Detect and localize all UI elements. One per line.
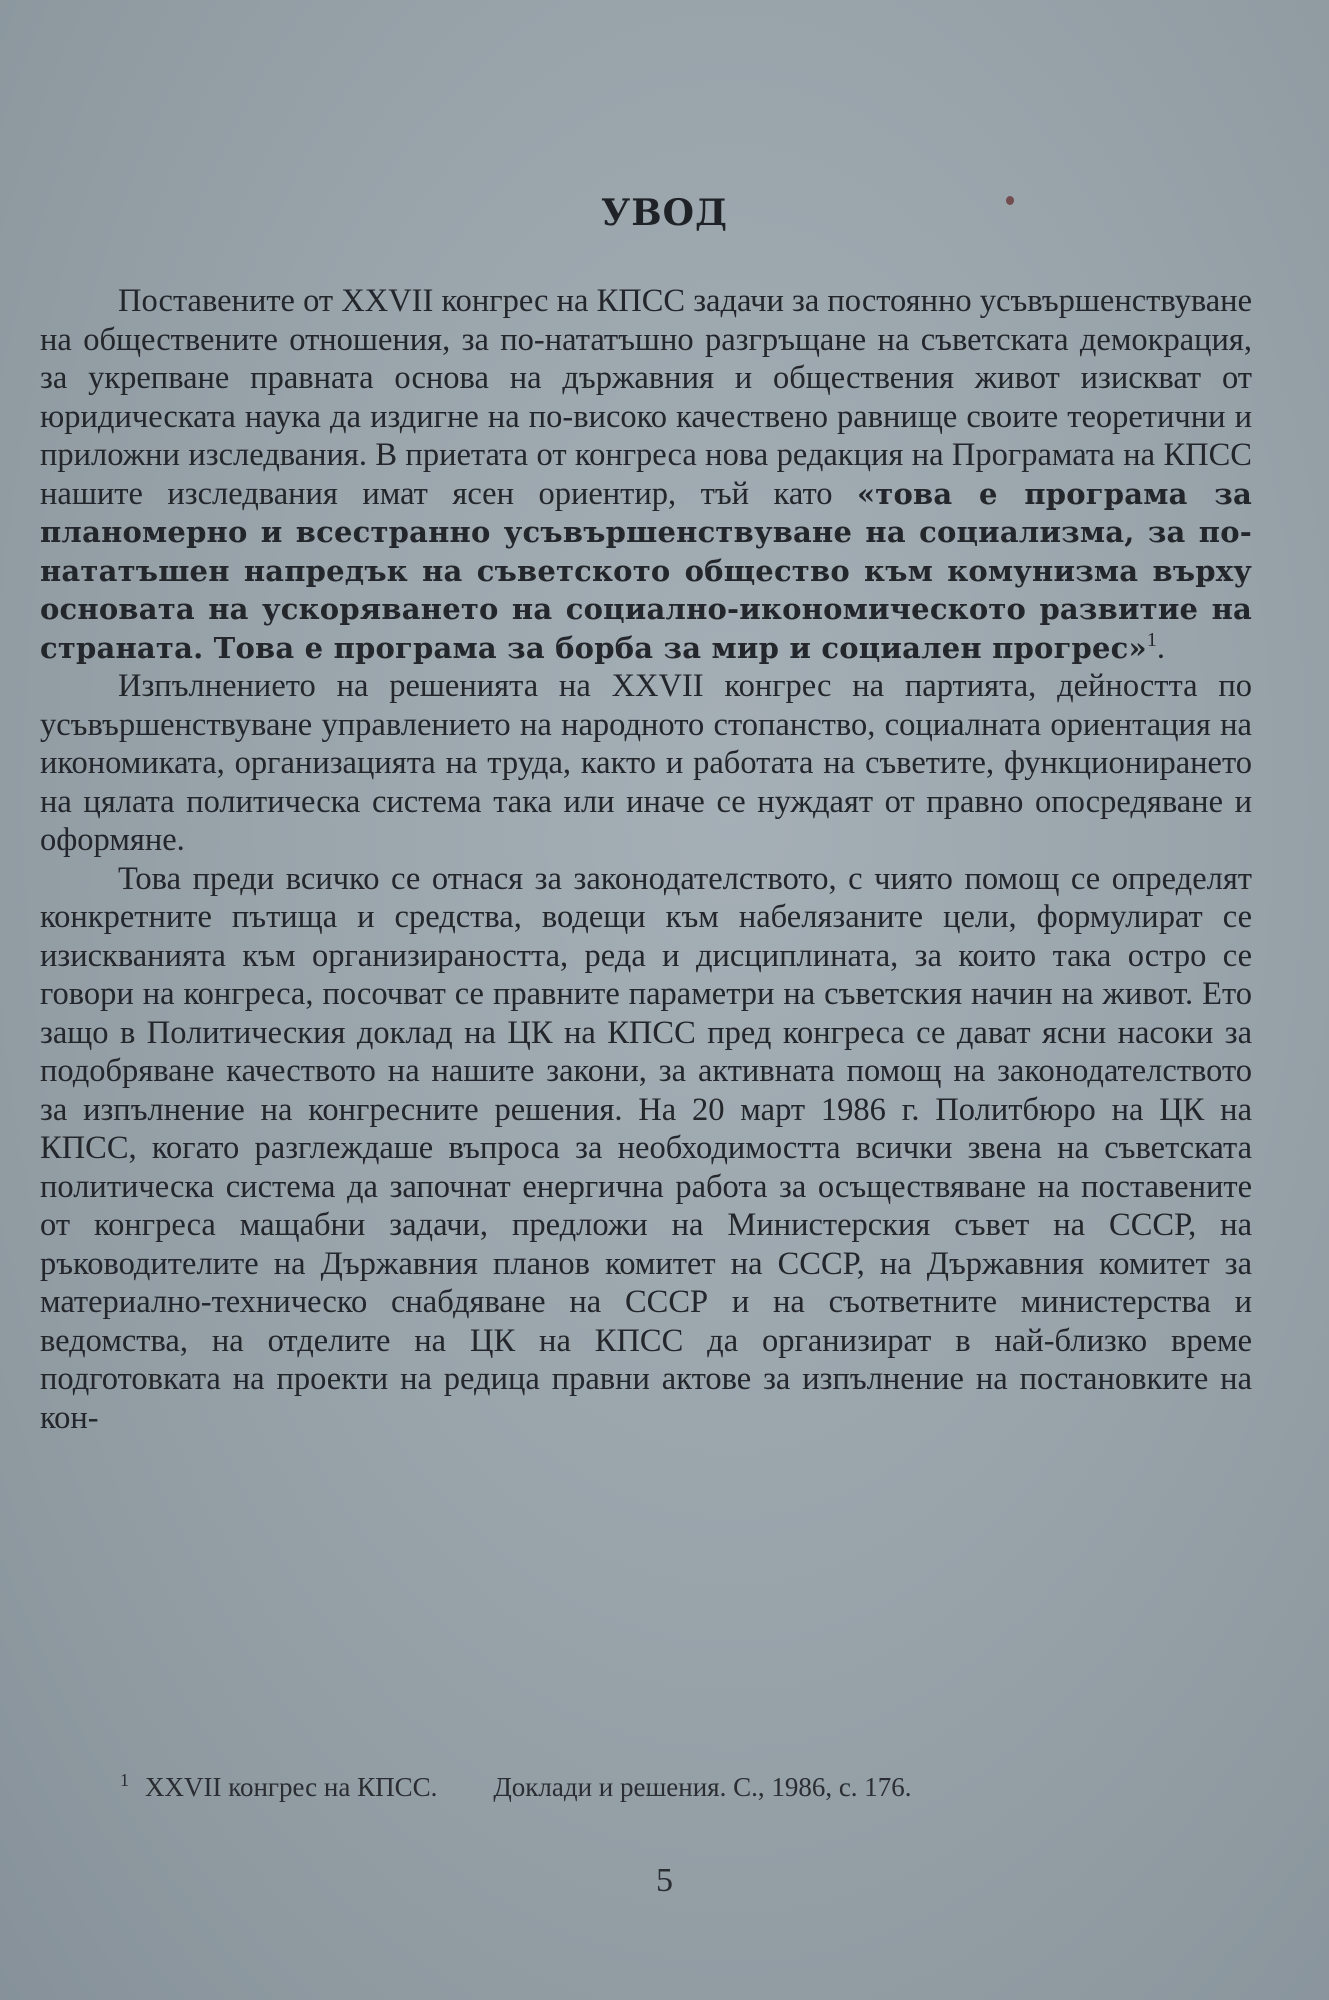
paragraph-3: Това преди всичко се отнася за законодателството, с чиято помощ се определят конкретните пътища и средства, водещи към набелязаните цели, формулират се изискванията към организираността, реда и дисциплината, за които така остро се говори на конгреса, посочват се правните параметри на съветския начин на живот. Ето защо в Политическия доклад на ЦК на КПСС пред конгреса се дават ясни насоки за подобряване качеството на нашите закони, за активната помощ на законодателството за изпълнение на конгресните решения. На 20 март 1986 г. Политбюро на ЦК на КПСС, когато разглеждаше въпроса за необходимостта всички звена на съветската политическа система да започнат енергична работа за осъществяване на поставените от конгреса мащабни задачи, предложи на Министерския съвет на СССР, на ръководителите на Държавния планов комитет на СССР, на Държавния комитет за материално-техническо снабдяване на СССР и на съответните министерства и ведомства, на отделите на ЦК на КПСС да организират в най-близко време подготовката на проекти на редица правни актове за изпълнение на постановките на кон- xyxy=(40,860,1252,1436)
page-number: 5 xyxy=(656,1862,673,1899)
paragraph-1-end: . xyxy=(1156,629,1165,666)
footnote-source: XXVII конгрес на КПСС. xyxy=(145,1772,438,1802)
footnote xyxy=(120,1770,1220,1803)
chapter-title: УВОД xyxy=(600,192,728,234)
paragraph-2: Изпълнението на решенията на XXVII конгрес на партията, дейността по усъвършенствуване управлението на народното стопанство, социалната ориентация на икономиката, организацията на труда, както и работата на съветите, функционирането на цялата политическа система така или иначе се нуждаят от правно опосредяване и оформяне. xyxy=(40,668,1252,858)
program-quote: «това е програма за планомерно и всестранно усъвършенствуване на социализма, за по-нататъшен напредък на съветското общество към комунизма върху основата на ускоряването на социално-икономическото развитие на страната. Това е програма за борба за мир и социален прогрес» xyxy=(40,476,1252,665)
footnote-mark: 1 xyxy=(120,1770,129,1790)
footnote-reference: 1 xyxy=(1146,628,1157,651)
paragraph-1 xyxy=(40,282,1252,667)
paragraph-1-text: Поставените от XXVII конгрес на КПСС задачи за постоянно усъвършенствуване на обществените отношения, за по-нататъшно разгръщане на съветската демокрация, за укрепване правната основа на държавния и обществения живот изискват от юридическата наука да издигне на по-високо качествено равнище своите теоретични и приложни изследвания. В приетата от конгреса нова редакция на Програмата на КПСС нашите изследвания имат ясен ориентир, тъй като xyxy=(40,283,1252,512)
footnote-details: Доклади и решения. С., 1986, с. 176. xyxy=(493,1772,912,1802)
body-text xyxy=(40,282,1252,1437)
